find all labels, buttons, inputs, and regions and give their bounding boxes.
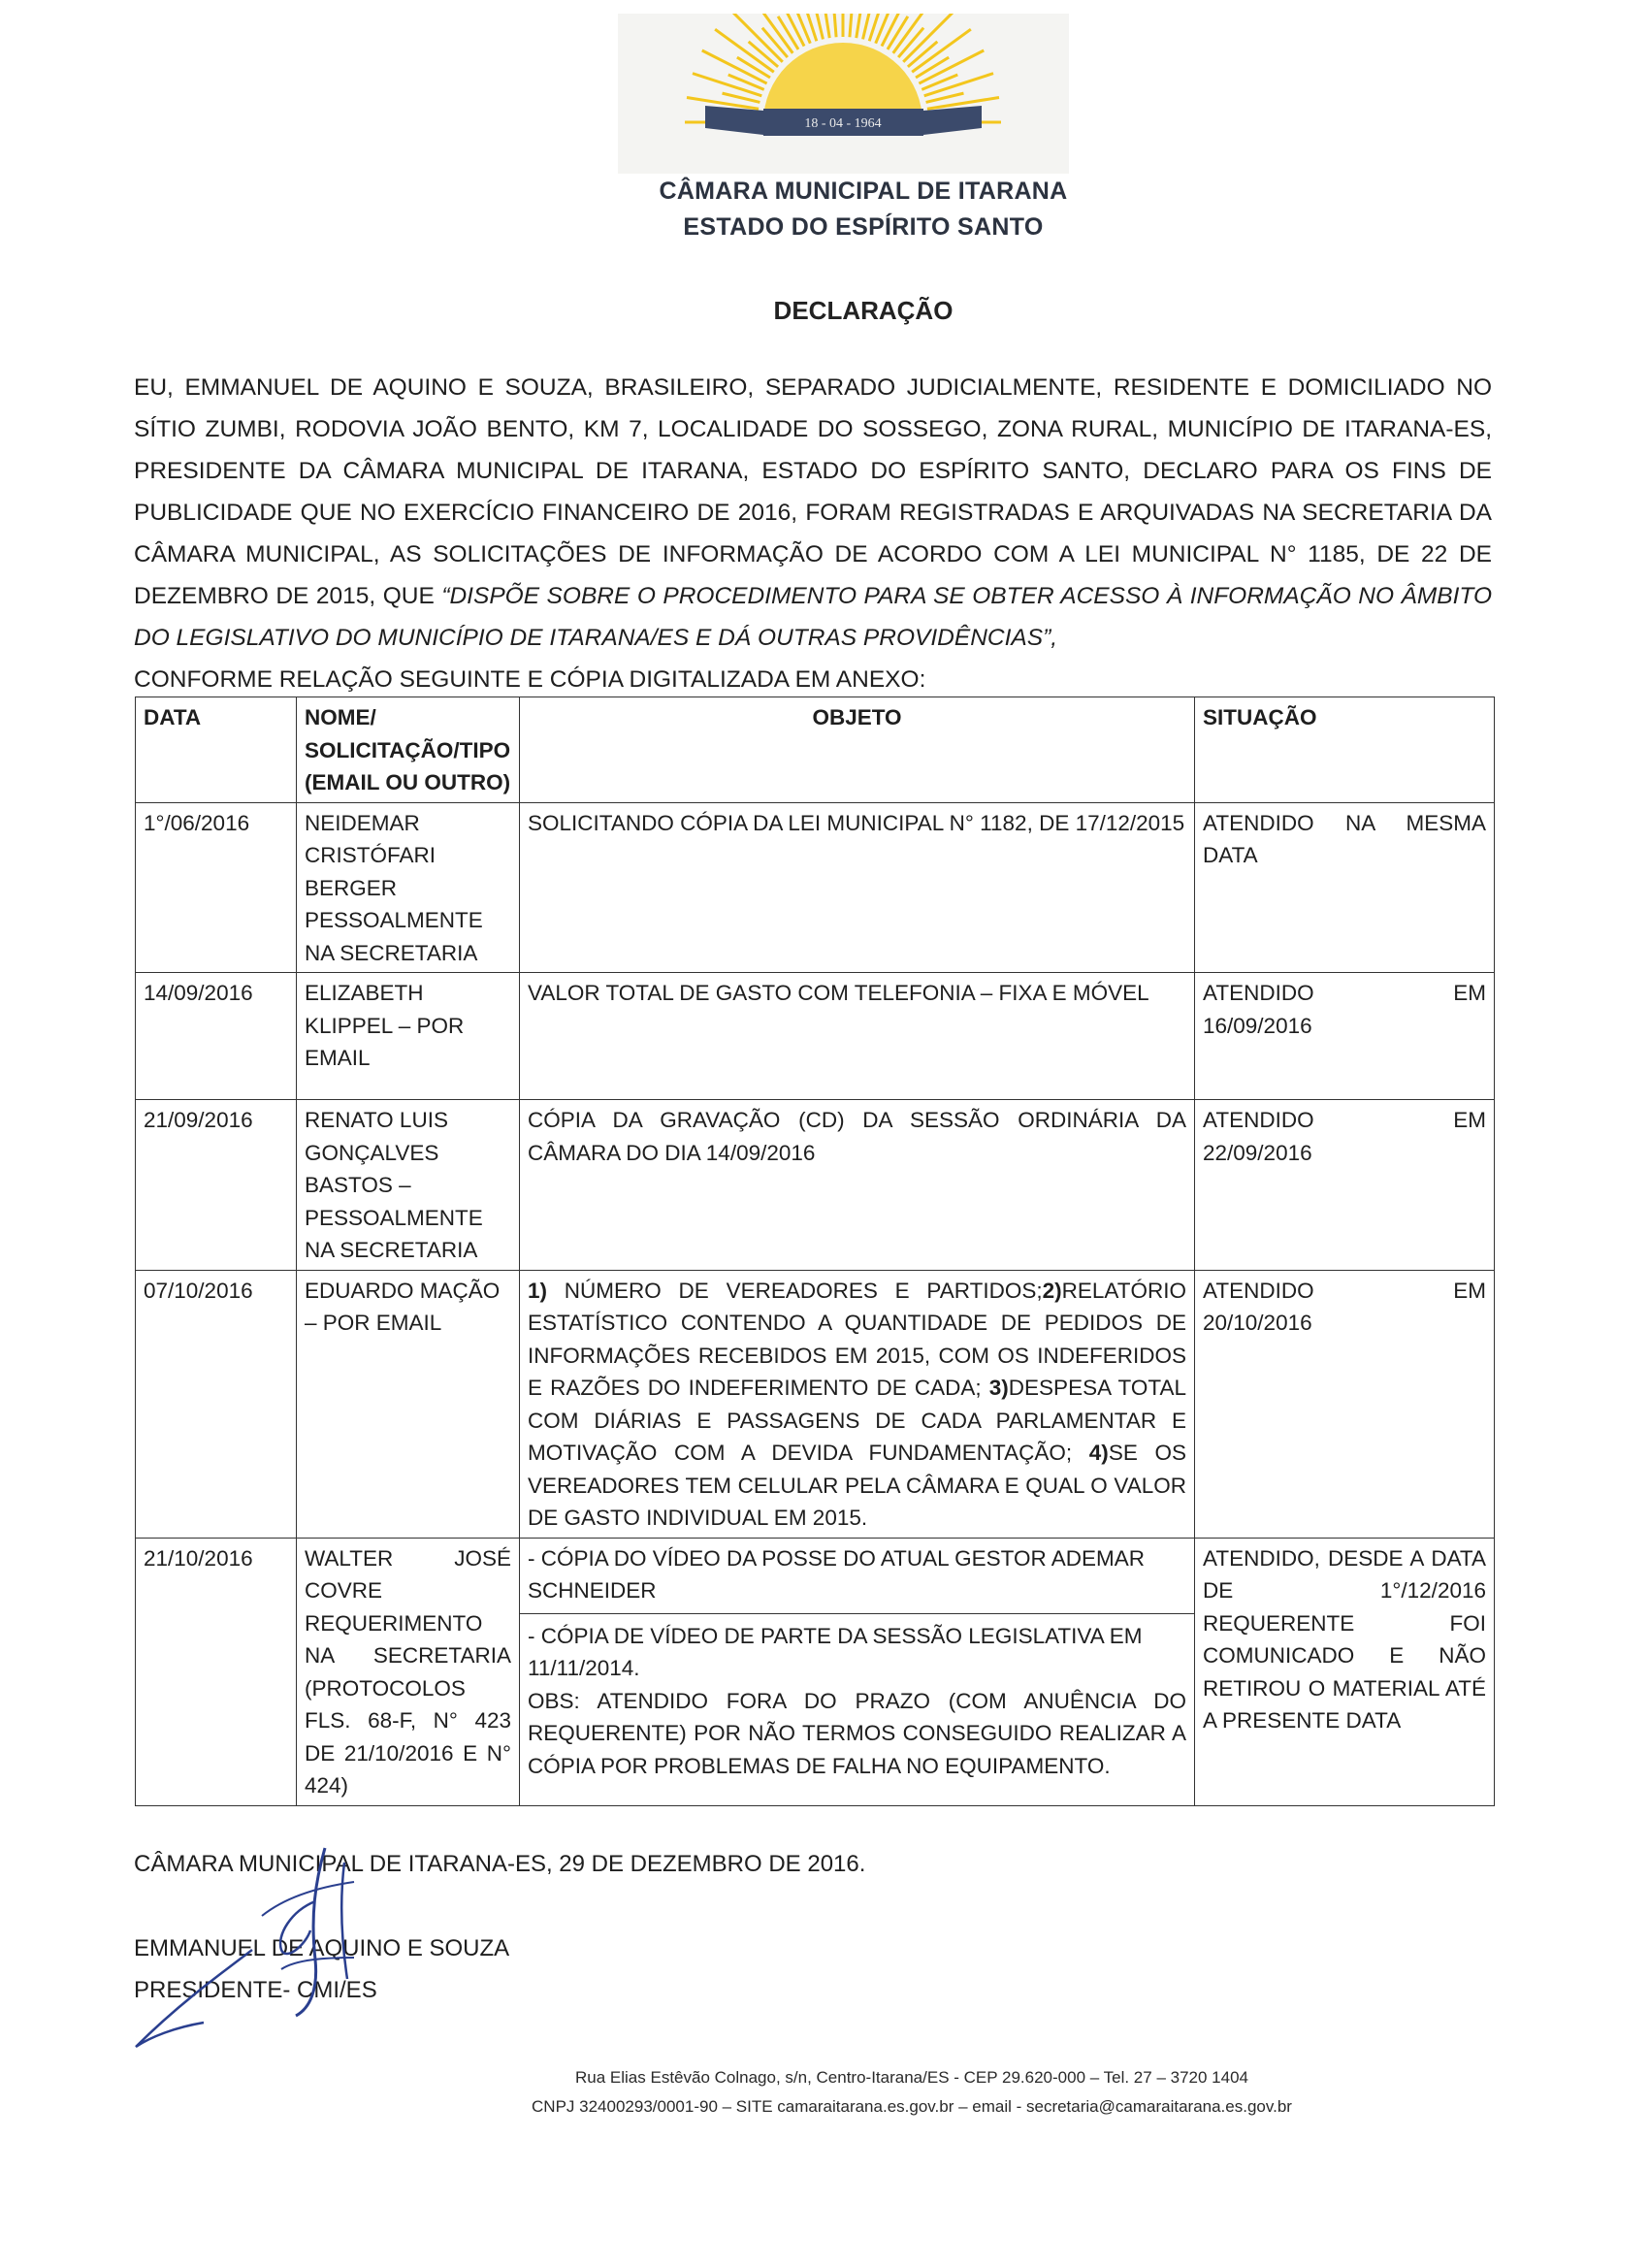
item-text: DESPESA TOTAL COM DIÁRIAS E PASSAGENS DE CADA PARLAMENTAR E MOTIVAÇÃO COM A DEVIDA FUNDAMENTAÇÃO; bbox=[528, 1376, 1186, 1465]
item-number: 4) bbox=[1088, 1441, 1109, 1465]
item-text: RELATÓRIO ESTATÍSTICO CONTENDO A QUANTIDADE DE PEDIDOS DE INFORMAÇÕES RECEBIDOS EM 2015, COM OS INDEFERIDOS E RAZÕES DO INDEFERIMENTO DE CADA; bbox=[528, 1278, 1186, 1400]
status-preposition: EM bbox=[1453, 1278, 1486, 1303]
row-date: 1°/06/2016 bbox=[136, 802, 297, 973]
item-number: 3) bbox=[988, 1376, 1009, 1400]
row-object bbox=[520, 1538, 1195, 1805]
header-status: SITUAÇÃO bbox=[1195, 697, 1495, 803]
status-word: ATENDIDO bbox=[1203, 1108, 1314, 1132]
item-text: SE OS VEREADORES TEM CELULAR PELA CÂMARA E QUAL O VALOR DE GASTO INDIVIDUAL EM 2015. bbox=[528, 1441, 1186, 1530]
header-object: OBJETO bbox=[520, 697, 1195, 803]
closing-date-line: CÂMARA MUNICIPAL DE ITARANA-ES, 29 DE DEZEMBRO DE 2016. bbox=[134, 1851, 866, 1877]
signer-role: PRESIDENTE- CMI/ES bbox=[134, 1977, 377, 2003]
row-name: ELIZABETH KLIPPEL – POR EMAIL bbox=[297, 973, 520, 1100]
table-row bbox=[136, 973, 1495, 1100]
status-date: 20/10/2016 bbox=[1203, 1311, 1312, 1335]
status-word: ATENDIDO bbox=[1203, 1278, 1314, 1303]
status-date: 22/09/2016 bbox=[1203, 1140, 1312, 1165]
object-observation: OBS: ATENDIDO FORA DO PRAZO (COM ANUÊNCIA DO REQUERENTE) POR NÃO TERMOS CONSEGUIDO REALIZAR A CÓPIA POR PROBLEMAS DE FALHA NO EQUIPAMENTO. bbox=[528, 1688, 1186, 1778]
row-status: ATENDIDO NA MESMA DATA bbox=[1195, 802, 1495, 973]
table-header-row bbox=[136, 697, 1495, 803]
row-name: RENATO LUIS GONÇALVES BASTOS – PESSOALMENTE NA SECRETARIA bbox=[297, 1100, 520, 1271]
handwritten-signature-icon bbox=[116, 1843, 427, 2066]
row-status: ATENDIDO, DESDE A DATA DE 1°/12/2016 REQUERENTE FOI COMUNICADO E NÃO RETIROU O MATERIAL ATÉ A PRESENTE DATA bbox=[1195, 1538, 1495, 1805]
object-item-a: - CÓPIA DO VÍDEO DA POSSE DO ATUAL GESTOR ADEMAR SCHNEIDER bbox=[520, 1542, 1194, 1614]
row-object: VALOR TOTAL DE GASTO COM TELEFONIA – FIXA E MÓVEL bbox=[520, 973, 1195, 1100]
row-name: NEIDEMAR CRISTÓFARI BERGER PESSOALMENTE NA SECRETARIA bbox=[297, 802, 520, 973]
declaration-text: EU, EMMANUEL DE AQUINO E SOUZA, BRASILEIRO, SEPARADO JUDICIALMENTE, RESIDENTE E DOMICILIADO NO SÍTIO ZUMBI, RODOVIA JOÃO BENTO, KM 7, LOCALIDADE DO SOSSEGO, ZONA RURAL, MUNICÍPIO DE ITARANA-ES, PRESIDENTE DA CÂMARA MUNICIPAL DE ITARANA, ESTADO DO ESPÍRITO SANTO, DECLARO PARA OS FINS DE PUBLICIDADE QUE NO EXERCÍCIO FINANCEIRO DE 2016, FORAM REGISTRADAS E ARQUIVADAS NA SECRETARIA DA CÂMARA MUNICIPAL, AS SOLICITAÇÕES DE INFORMAÇÃO DE ACORDO COM A LEI MUNICIPAL N° 1185, DE 22 DE DEZEMBRO DE 2015, QUE bbox=[134, 374, 1492, 609]
item-text: NÚMERO DE VEREADORES E PARTIDOS; bbox=[547, 1278, 1043, 1303]
document-title: DECLARAÇÃO bbox=[773, 296, 954, 325]
declaration-paragraph bbox=[134, 367, 1492, 700]
status-preposition: EM bbox=[1453, 1108, 1486, 1132]
row-date: 14/09/2016 bbox=[136, 973, 297, 1100]
chamber-logo-sun-icon bbox=[618, 14, 1069, 174]
item-number: 2) bbox=[1042, 1278, 1062, 1303]
table-row bbox=[136, 1538, 1495, 1805]
declaration-conclusion: CONFORME RELAÇÃO SEGUINTE E CÓPIA DIGITALIZADA EM ANEXO: bbox=[134, 666, 926, 693]
law-title-quote: “DISPÕE SOBRE O PROCEDIMENTO PARA SE OBTER ACESSO À INFORMAÇÃO NO ÂMBITO DO LEGISLATIVO DO MUNICÍPIO DE ITARANA/ES E DÁ OUTRAS PROVIDÊNCIAS”, bbox=[134, 583, 1492, 651]
row-status bbox=[1195, 1270, 1495, 1538]
table-row bbox=[136, 1270, 1495, 1538]
requests-table bbox=[135, 697, 1495, 1806]
row-status bbox=[1195, 1100, 1495, 1271]
signer-name: EMMANUEL DE AQUINO E SOUZA bbox=[134, 1935, 510, 1961]
footer-address: Rua Elias Estêvão Colnago, s/n, Centro-Itarana/ES - CEP 29.620-000 – Tel. 27 – 3720 1404 bbox=[575, 2068, 1248, 2087]
header-date: DATA bbox=[136, 697, 297, 803]
chamber-name: CÂMARA MUNICIPAL DE ITARANA bbox=[659, 178, 1068, 205]
row-name: EDUARDO MAÇÃO – POR EMAIL bbox=[297, 1270, 520, 1538]
state-name: ESTADO DO ESPÍRITO SANTO bbox=[683, 213, 1044, 241]
status-preposition: EM bbox=[1453, 981, 1486, 1005]
table-row bbox=[136, 802, 1495, 973]
row-date: 21/10/2016 bbox=[136, 1538, 297, 1805]
header-name: NOME/ SOLICITAÇÃO/TIPO (EMAIL OU OUTRO) bbox=[297, 697, 520, 803]
row-date: 21/09/2016 bbox=[136, 1100, 297, 1271]
row-date: 07/10/2016 bbox=[136, 1270, 297, 1538]
footer-contact: CNPJ 32400293/0001-90 – SITE camaraitarana.es.gov.br – email - secretaria@camaraitarana.es.gov.br bbox=[532, 2097, 1292, 2116]
table-row bbox=[136, 1100, 1495, 1271]
row-status bbox=[1195, 973, 1495, 1100]
item-number: 1) bbox=[528, 1278, 548, 1303]
row-object: CÓPIA DA GRAVAÇÃO (CD) DA SESSÃO ORDINÁRIA DA CÂMARA DO DIA 14/09/2016 bbox=[520, 1100, 1195, 1271]
logo-seal-date: 18 - 04 - 1964 bbox=[804, 116, 882, 131]
object-item-b: - CÓPIA DE VÍDEO DE PARTE DA SESSÃO LEGISLATIVA EM 11/11/2014. bbox=[528, 1623, 1143, 1680]
status-date: 16/09/2016 bbox=[1203, 1013, 1312, 1038]
row-object: SOLICITANDO CÓPIA DA LEI MUNICIPAL N° 1182, DE 17/12/2015 bbox=[520, 802, 1195, 973]
status-word: ATENDIDO bbox=[1203, 981, 1314, 1005]
row-name: WALTER JOSÉ COVRE REQUERIMENTO NA SECRETARIA (PROTOCOLOS FLS. 68-F, N° 423 DE 21/10/2016 E N° 424) bbox=[297, 1538, 520, 1805]
row-object bbox=[520, 1270, 1195, 1538]
